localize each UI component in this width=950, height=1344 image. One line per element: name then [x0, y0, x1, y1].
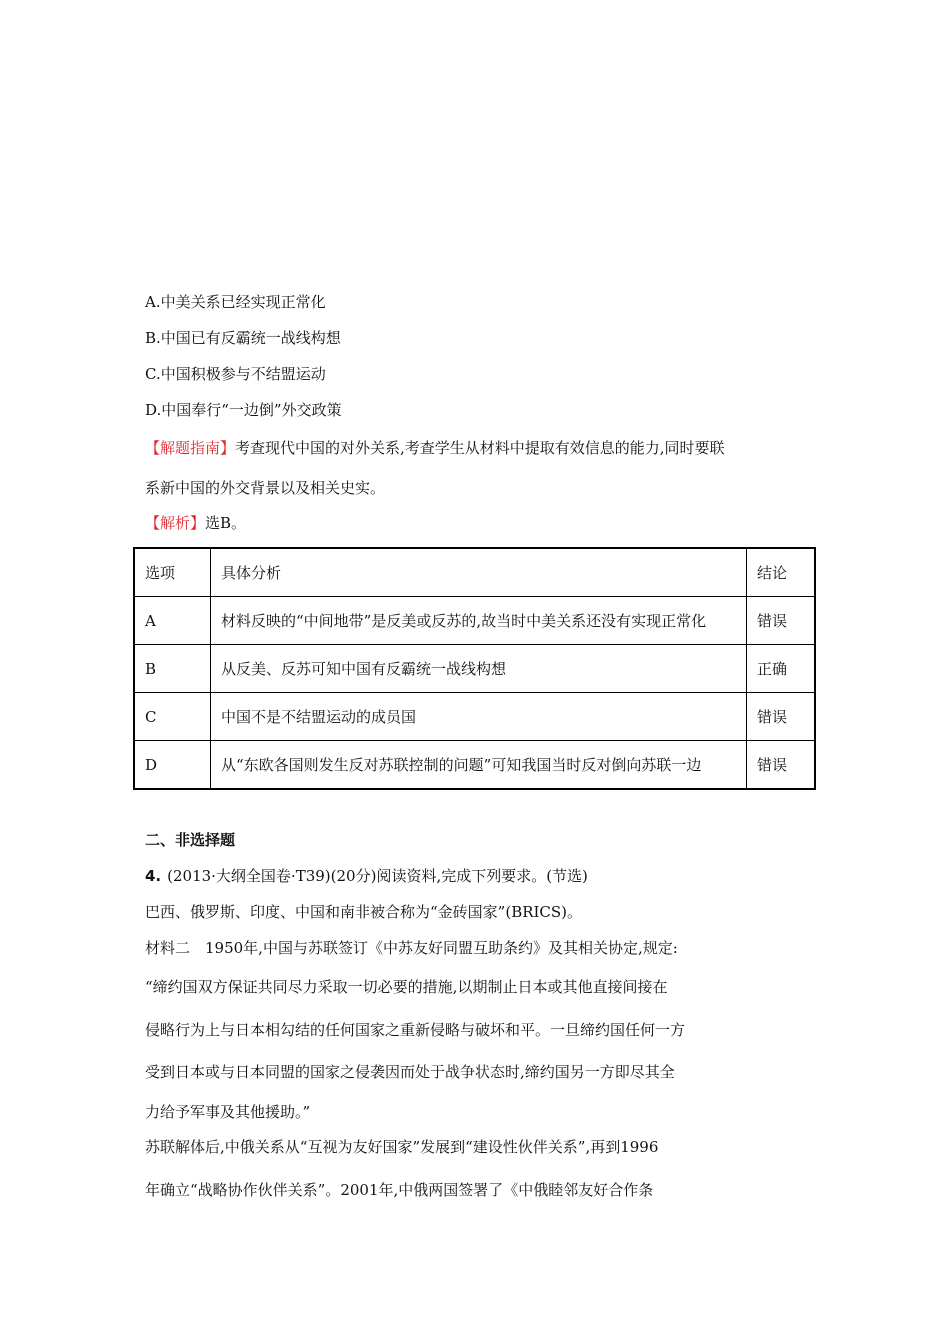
analysis-table: [133, 547, 816, 790]
paragraph-line: 年确立“战略协作伙伴关系”。2001年,中俄两国签署了《中俄睦邻友好合作条: [145, 1181, 654, 1199]
row-analysis: 从“东欧各国则发生反对苏联控制的问题”可知我国当时反对倒向苏联一边: [211, 741, 747, 790]
table-row: [134, 693, 815, 741]
row-conclusion: 错误: [747, 693, 816, 741]
row-analysis: 中国不是不结盟运动的成员国: [211, 693, 747, 741]
table-row: [134, 645, 815, 693]
option-a: A.中美关系已经实现正常化: [145, 293, 326, 311]
table-row: [134, 597, 815, 645]
question-line: [145, 866, 588, 886]
row-option: D: [134, 741, 211, 790]
table-header-row: [134, 548, 815, 597]
analysis-label: 【解析】: [145, 514, 206, 532]
guide-text: 考查现代中国的对外关系,考查学生从材料中提取有效信息的能力,同时要联: [235, 439, 725, 457]
option-c: C.中国积极参与不结盟运动: [145, 365, 326, 383]
guide-label: 【解题指南】: [145, 439, 236, 457]
analysis-line: [145, 513, 246, 533]
guide-line-1: [145, 438, 725, 458]
paragraph-line: 材料二 1950年,中国与苏联签订《中苏友好同盟互助条约》及其相关协定,规定:: [145, 939, 678, 957]
header-option: 选项: [134, 548, 211, 597]
table-row: [134, 741, 815, 790]
row-analysis: 材料反映的“中间地带”是反美或反苏的,故当时中美关系还没有实现正常化: [211, 597, 747, 645]
row-analysis: 从反美、反苏可知中国有反霸统一战线构想: [211, 645, 747, 693]
row-option: C: [134, 693, 211, 741]
paragraph-line: 侵略行为上与日本相勾结的任何国家之重新侵略与破坏和平。一旦缔约国任何一方: [145, 1021, 686, 1039]
paragraph-line: 苏联解体后,中俄关系从“互视为友好国家”发展到“建设性伙伴关系”,再到1996: [145, 1138, 659, 1156]
guide-line-2: 系新中国的外交背景以及相关史实。: [145, 479, 386, 497]
header-conclusion: 结论: [747, 548, 816, 597]
question-text: (2013·大纲全国卷·T39)(20分)阅读资料,完成下列要求。(节选): [167, 867, 588, 885]
paragraph-line: 巴西、俄罗斯、印度、中国和南非被合称为“金砖国家”(BRICS)。: [145, 903, 583, 921]
analysis-text: 选B。: [205, 514, 247, 532]
row-conclusion: 错误: [747, 597, 816, 645]
paragraph-line: 受到日本或与日本同盟的国家之侵袭因而处于战争状态时,缔约国另一方即尽其全: [145, 1063, 675, 1081]
option-b: B.中国已有反霸统一战线构想: [145, 329, 341, 347]
question-number: 4.: [145, 867, 162, 885]
paragraph-line: 力给予军事及其他援助。”: [145, 1103, 311, 1121]
option-d: D.中国奉行“一边倒”外交政策: [145, 401, 342, 419]
section-title: 二、非选择题: [145, 831, 236, 849]
row-option: A: [134, 597, 211, 645]
row-option: B: [134, 645, 211, 693]
row-conclusion: 正确: [747, 645, 816, 693]
row-conclusion: 错误: [747, 741, 816, 790]
paragraph-line: “缔约国双方保证共同尽力采取一切必要的措施,以期制止日本或其他直接间接在: [145, 978, 668, 996]
header-analysis: 具体分析: [211, 548, 747, 597]
